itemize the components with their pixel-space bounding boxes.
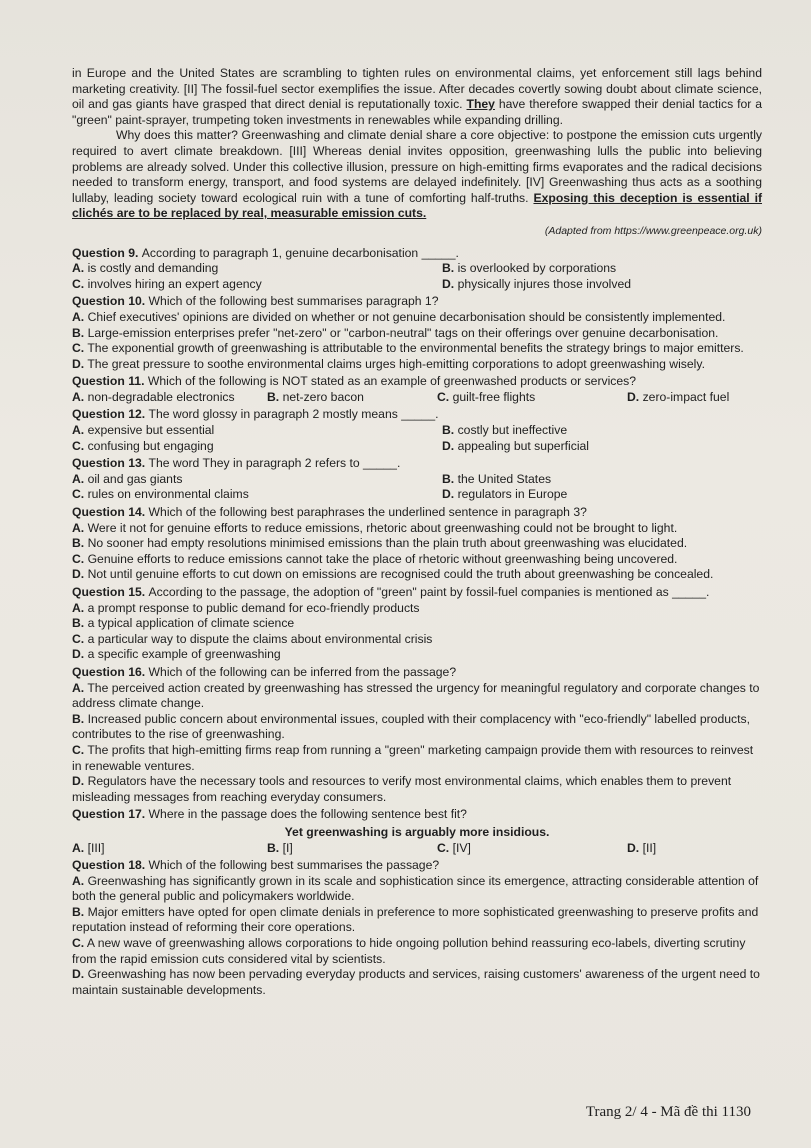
option-text: is costly and demanding [84, 261, 219, 276]
option-letter: D. [72, 567, 85, 582]
page-content [72, 66, 762, 998]
question-block [72, 294, 762, 372]
answer-option[interactable] [72, 616, 762, 632]
question-block [72, 246, 762, 293]
passage-paragraph-3 [72, 128, 762, 222]
option-text: [III] [84, 840, 105, 855]
answer-options [72, 601, 762, 663]
option-letter: A. [72, 600, 85, 615]
question-number: Question 16. [72, 664, 149, 679]
question-text: Which of the following best paraphrases the underlined sentence in paragraph 3? [148, 505, 587, 520]
answer-option[interactable] [437, 841, 627, 857]
answer-option[interactable] [72, 261, 442, 277]
option-text: appealing but superficial [454, 438, 590, 453]
option-letter: B. [72, 325, 85, 340]
answer-option[interactable] [72, 841, 267, 857]
option-letter: C. [72, 438, 85, 453]
option-text: a prompt response to public demand for eco-friendly products [84, 600, 420, 615]
option-letter: D. [442, 487, 455, 502]
option-text: is overlooked by corporations [454, 261, 617, 276]
option-text: the United States [454, 471, 552, 486]
answer-option[interactable] [72, 423, 442, 439]
word-they: They [466, 97, 495, 112]
question-block [72, 807, 762, 856]
option-letter: D. [72, 774, 85, 789]
answer-options [72, 390, 762, 406]
answer-option[interactable] [72, 390, 267, 406]
option-text: expensive but essential [84, 423, 215, 438]
option-letter: D. [72, 356, 85, 371]
question-stem [72, 374, 762, 390]
option-text: The great pressure to soothe environmental claims urges high-emitting corporations to adopt greenwashing wisely. [84, 356, 705, 371]
passage-paragraph-2 [72, 66, 762, 128]
answer-options [72, 261, 762, 292]
option-text: involves hiring an expert agency [84, 276, 262, 291]
option-letter: D. [72, 647, 85, 662]
answer-option[interactable] [72, 632, 762, 648]
question-number: Question 13. [72, 456, 149, 471]
option-text: a specific example of greenwashing [84, 647, 281, 662]
option-text: rules on environmental claims [84, 487, 249, 502]
question-number: Question 11. [72, 374, 148, 389]
option-text: Large-emission enterprises prefer "net-zero" or "carbon-neutral" tags on their offerings over genuine decarbonisation. [84, 325, 719, 340]
question-text: Which of the following is NOT stated as an example of greenwashed products or services? [147, 374, 637, 389]
answer-option[interactable] [442, 261, 762, 277]
question-text: Which of the following can be inferred from the passage? [148, 664, 457, 679]
answer-option[interactable] [72, 936, 762, 967]
answer-options [72, 681, 762, 806]
answer-option[interactable] [72, 567, 762, 583]
option-letter: C. [437, 840, 450, 855]
question-block [72, 456, 762, 503]
question-number: Question 12. [72, 407, 149, 422]
answer-option[interactable] [72, 647, 762, 663]
answer-options [72, 841, 762, 857]
answer-option[interactable] [72, 521, 762, 537]
option-letter: C. [437, 389, 450, 404]
question-number: Question 9. [72, 245, 142, 260]
option-text: The perceived action created by greenwashing has stressed the urgency for meaningful regulatory and corporate changes to address climate change. [72, 680, 760, 711]
option-letter: A. [72, 261, 85, 276]
answer-options [72, 521, 762, 583]
answer-option[interactable] [72, 326, 762, 342]
option-letter: B. [267, 840, 280, 855]
question-block [72, 505, 762, 583]
passage [72, 66, 762, 240]
option-text: [II] [639, 840, 657, 855]
question-stem [72, 407, 762, 423]
option-text: The profits that high-emitting firms reap from running a "green" marketing campaign provide them with resources to reinvest in renewable ventures. [72, 742, 754, 773]
answer-option[interactable] [442, 487, 762, 503]
option-letter: A. [72, 520, 85, 535]
answer-option[interactable] [72, 743, 762, 774]
option-letter: B. [72, 904, 85, 919]
page-footer: Trang 2/ 4 - Mã đề thi 1130 [585, 1104, 751, 1120]
option-letter: B. [267, 389, 280, 404]
question-block [72, 665, 762, 805]
option-letter: C. [72, 742, 85, 757]
option-text: a particular way to dispute the claims about environmental crisis [84, 631, 433, 646]
answer-option[interactable] [267, 390, 437, 406]
question-text: The word glossy in paragraph 2 mostly means _____. [148, 407, 439, 422]
option-text: Greenwashing has significantly grown in its scale and sophistication since its emergence, attracting considerable attention of both the general public and policymakers worldwide. [72, 873, 759, 904]
option-letter: A. [72, 423, 85, 438]
option-letter: C. [72, 631, 85, 646]
question-block [72, 374, 762, 405]
option-text: Regulators have the necessary tools and resources to verify most environmental claims, which enables them to prevent misleading messages from reaching everyday consumers. [72, 774, 732, 804]
option-letter: C. [72, 936, 85, 951]
question-text: Which of the following best summarises the passage? [148, 858, 440, 873]
question-text: Which of the following best summarises paragraph 1? [148, 294, 439, 309]
answer-option[interactable] [72, 472, 442, 488]
answer-option[interactable] [442, 472, 762, 488]
answer-option[interactable] [72, 681, 762, 712]
option-text: a typical application of climate science [84, 616, 295, 631]
paragraph-3-text: Why does this matter? Greenwashing and climate denial share a core objective: to postpone the emission cuts urgently required to avert climate breakdown. [III] Whereas denial invites opposition, greenwashing lulls the public into believing problems are already solved. Under this collective illusion, pressure on high-emitting firms evaporates and the radical decisions needed to transform energy, transport, and food systems are delayed indefinitely. [IV] Greenwashing thus acts as a soothing lullaby, leading society toward ecological ruin with a tune of comforting half-truths. [72, 128, 762, 205]
underlined-sentence: Exposing this deception is essential if clichés are to be replaced by real, measurable emission cuts. [72, 190, 763, 221]
answer-option[interactable] [72, 341, 762, 357]
source-citation: (Adapted from https://www.greenpeace.org.uk) [544, 224, 762, 237]
answer-option[interactable] [72, 874, 762, 905]
option-text: Not until genuine efforts to cut down on emissions are recognised could the truth about greenwashing be concealed. [84, 567, 714, 582]
option-text: Genuine efforts to reduce emissions cannot take the place of rhetoric without greenwashing being uncovered. [84, 551, 678, 566]
option-letter: C. [72, 276, 85, 291]
option-text: No sooner had empty resolutions minimised emissions than the plain truth about greenwashing was elucidated. [84, 536, 688, 551]
option-text: Chief executives' opinions are divided on whether or not genuine decarbonisation should be consistently implemented. [84, 309, 726, 324]
question-stem [72, 858, 762, 874]
option-letter: B. [72, 711, 85, 726]
answer-option[interactable] [72, 601, 762, 617]
option-text: A new wave of greenwashing allows corporations to hide ongoing pollution behind reassuring eco-labels, diverting scrutiny from the rapid emission cuts considered vital by scientists. [72, 936, 746, 966]
question-number: Question 17. [72, 807, 149, 822]
answer-option[interactable] [72, 357, 762, 373]
question-stem [72, 505, 762, 521]
option-text: regulators in Europe [454, 487, 568, 502]
question-text: According to paragraph 1, genuine decarbonisation _____. [141, 245, 459, 260]
option-letter: C. [72, 551, 85, 566]
option-letter: B. [442, 423, 455, 438]
answer-option[interactable] [442, 277, 762, 293]
question-block [72, 858, 762, 998]
question-block [72, 407, 762, 454]
question-text: According to the passage, the adoption of "green" paint by fossil-fuel companies is mentioned as _____. [148, 585, 710, 599]
answer-option[interactable] [72, 552, 762, 568]
option-letter: A. [72, 873, 85, 888]
question-text: The word They in paragraph 2 refers to _____. [148, 456, 401, 471]
option-letter: B. [72, 536, 85, 551]
option-text: Major emitters have opted for open climate denials in preference to more sophisticated greenwashing to preserve profits and reputation instead of reforming their core operations. [72, 904, 759, 935]
option-letter: C. [72, 487, 85, 502]
option-letter: A. [72, 471, 85, 486]
question-stem [72, 294, 762, 310]
option-text: oil and gas giants [84, 471, 183, 486]
answer-option[interactable] [72, 277, 442, 293]
answer-option[interactable] [72, 905, 762, 936]
option-letter: D. [627, 840, 640, 855]
option-letter: B. [442, 471, 455, 486]
answer-option[interactable] [72, 439, 442, 455]
question-list [72, 246, 762, 999]
option-letter: D. [442, 438, 455, 453]
option-letter: D. [627, 389, 640, 404]
question-stem [72, 665, 762, 681]
option-text: [I] [279, 840, 293, 855]
answer-option[interactable] [72, 712, 762, 743]
answer-option[interactable] [627, 841, 762, 857]
question-block [72, 585, 762, 663]
option-text: Greenwashing has now been pervading everyday products and services, raising customers' awareness of the urgent need to maintain sustainable developments. [72, 967, 760, 997]
answer-options [72, 423, 762, 454]
paragraph-2-rest: have therefore swapped their denial tactics for a "green" paint-sprayer, trumpeting token investments in renewables while expanding drilling. [72, 97, 763, 127]
question-number: Question 15. [72, 585, 149, 599]
answer-option[interactable] [442, 423, 762, 439]
option-letter: A. [72, 680, 85, 695]
answer-option[interactable] [72, 774, 762, 805]
option-text: costly but ineffective [454, 423, 568, 438]
answer-option[interactable] [267, 841, 437, 857]
answer-options [72, 472, 762, 503]
answer-option[interactable] [437, 390, 627, 406]
answer-option[interactable] [627, 390, 762, 406]
option-text: confusing but engaging [84, 438, 214, 453]
answer-option[interactable] [442, 439, 762, 455]
option-text: zero-impact fuel [639, 389, 730, 404]
question-stem [72, 807, 762, 823]
question-number: Question 18. [72, 858, 149, 873]
question-stem [72, 246, 762, 262]
question-stem [72, 456, 762, 472]
answer-option[interactable] [72, 967, 762, 998]
answer-option[interactable] [72, 310, 762, 326]
option-letter: B. [72, 616, 85, 631]
insert-sentence: Yet greenwashing is arguably more insidious. [284, 824, 550, 839]
answer-options [72, 310, 762, 372]
option-text: physically injures those involved [454, 276, 631, 291]
option-letter: C. [72, 341, 85, 356]
option-letter: B. [442, 261, 455, 276]
question-stem [72, 585, 762, 601]
option-letter: A. [72, 389, 85, 404]
question-text: Where in the passage does the following sentence best fit? [148, 807, 467, 822]
option-letter: D. [442, 276, 455, 291]
option-text: net-zero bacon [279, 389, 364, 404]
question-number: Question 14. [72, 505, 149, 520]
option-text: Increased public concern about environmental issues, coupled with their complacency with "eco-friendly" labelled products, contributes to the rise of greenwashing. [72, 711, 750, 742]
option-text: non-degradable electronics [84, 389, 235, 404]
option-letter: D. [72, 967, 85, 982]
option-text: Were it not for genuine efforts to reduce emissions, rhetoric about greenwashing could not be brought to light. [84, 520, 678, 535]
answer-option[interactable] [72, 487, 442, 503]
answer-option[interactable] [72, 536, 762, 552]
option-letter: A. [72, 309, 85, 324]
option-letter: A. [72, 840, 85, 855]
option-text: The exponential growth of greenwashing is attributable to the environmental benefits the strategy brings to major emitters. [84, 341, 744, 356]
question-number: Question 10. [72, 294, 149, 309]
option-text: [IV] [449, 840, 471, 855]
answer-options [72, 874, 762, 999]
paragraph-2-text: in Europe and the United States are scrambling to tighten rules on environmental claims, yet enforcement still lags behind marketing creativity. [II] The fossil-fuel sector exemplifies the issue. After decades covertly sowing doubt about climate science, oil and gas giants have grasped that direct denial is reputationally toxic. [72, 66, 762, 112]
option-text: guilt-free flights [449, 389, 536, 404]
